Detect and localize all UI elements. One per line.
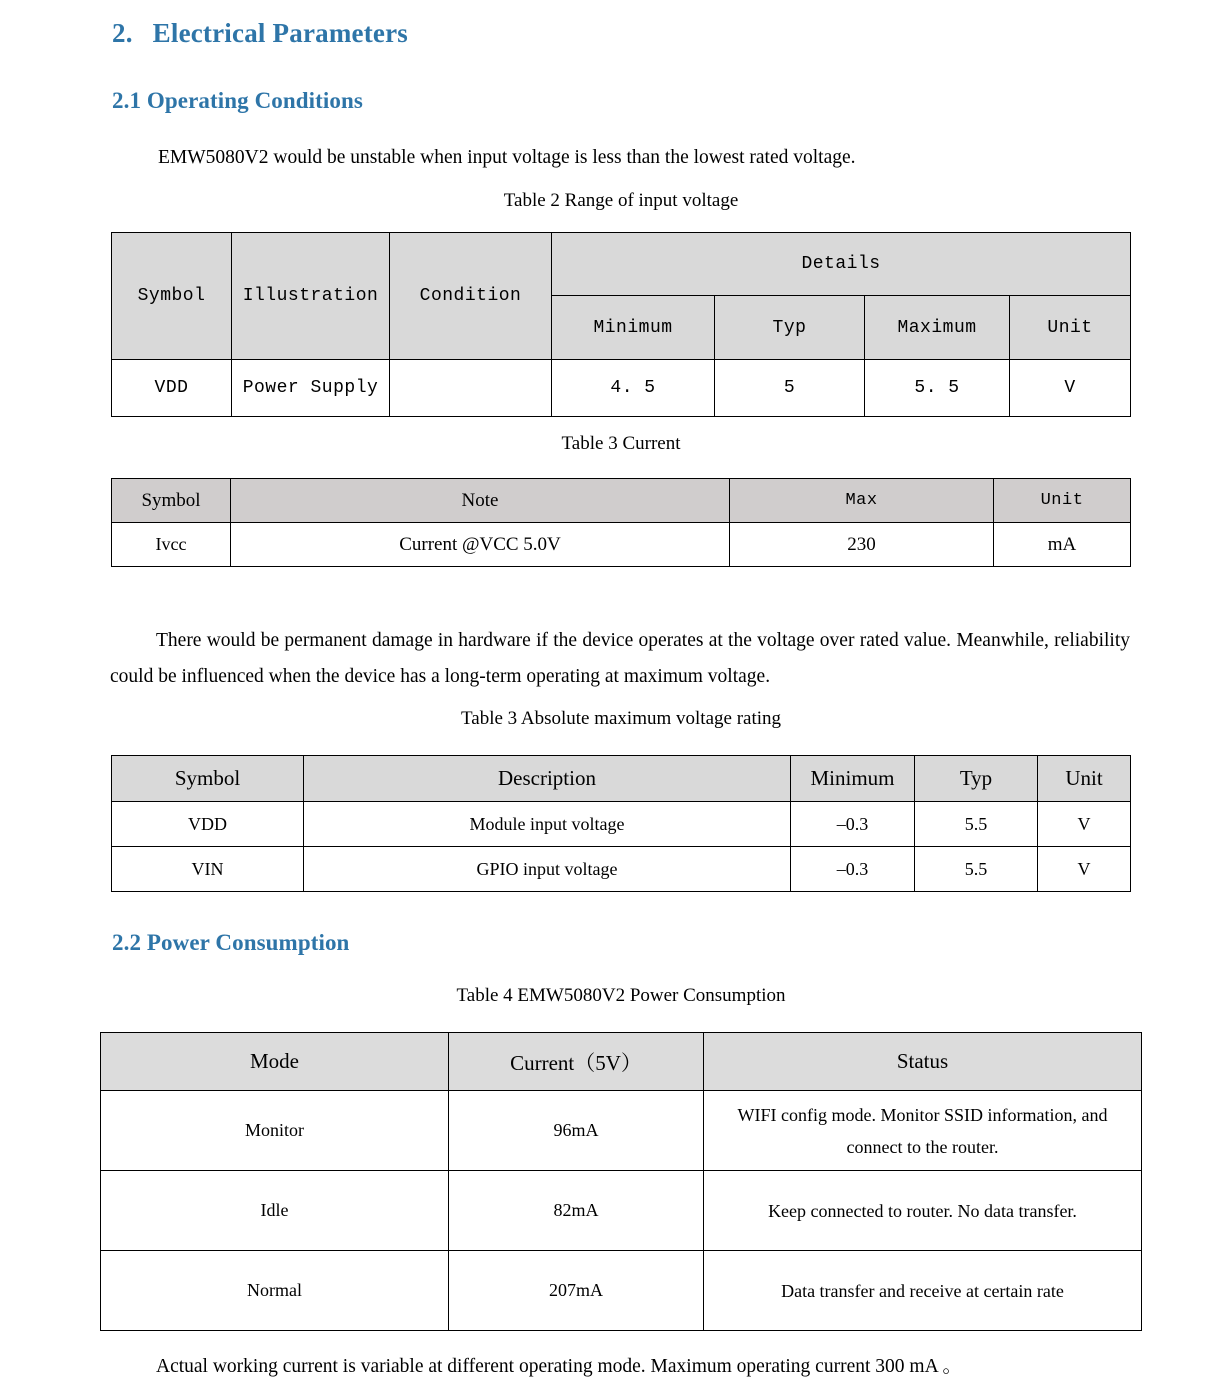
cell-current: 82mA <box>449 1171 704 1251</box>
paragraph-damage-note: There would be permanent damage in hardware if the device operates at the voltage over rated value. Meanwhile, reliability could be influenced when the device has a long-term operating at maximum voltage. <box>110 630 1130 687</box>
table-absolute-maximum-voltage-rating <box>111 755 1131 892</box>
cell-unit: V <box>1010 360 1131 417</box>
header-illustration: Illustration <box>232 233 390 360</box>
caption-table-3-current: Table 3 Current <box>561 433 681 454</box>
cell-unit: mA <box>994 523 1131 567</box>
table-row-header <box>101 1033 1142 1091</box>
table-range-of-input-voltage <box>111 232 1131 417</box>
paragraph-footer-note: Actual working current is variable at different operating mode. Maximum operating current 300 mA 。 <box>156 1356 962 1377</box>
table-row <box>101 1091 1142 1171</box>
header-minimum: Minimum <box>791 756 915 802</box>
section-title: Electrical Parameters <box>152 18 408 48</box>
subsection-heading-2-2: 2.2 Power Consumption <box>112 930 350 955</box>
header-condition: Condition <box>390 233 552 360</box>
cell-description: Module input voltage <box>304 802 791 847</box>
table-row <box>112 360 1131 417</box>
cell-mode: Normal <box>101 1251 449 1331</box>
header-details-group: Details <box>552 233 1131 296</box>
section-heading-2 <box>112 18 408 49</box>
header-status: Status <box>704 1033 1142 1091</box>
header-maximum: Maximum <box>865 296 1010 360</box>
cell-status: WIFI config mode. Monitor SSID information, and connect to the router. <box>704 1091 1142 1171</box>
cell-typ: 5 <box>715 360 865 417</box>
table-power-consumption <box>100 1032 1142 1331</box>
header-unit: Unit <box>1010 296 1131 360</box>
cell-condition <box>390 360 552 417</box>
subsection-heading-2-1: 2.1 Operating Conditions <box>112 88 363 113</box>
cell-symbol: VIN <box>112 847 304 892</box>
table-row <box>101 1171 1142 1251</box>
header-typ: Typ <box>915 756 1038 802</box>
header-mode: Mode <box>101 1033 449 1091</box>
cell-status: Keep connected to router. No data transfer. <box>704 1171 1142 1251</box>
table-row-header-group <box>112 233 1131 296</box>
cell-unit: V <box>1038 802 1131 847</box>
header-max: Max <box>730 479 994 523</box>
caption-table-2: Table 2 Range of input voltage <box>503 190 739 211</box>
header-symbol: Symbol <box>112 756 304 802</box>
header-description: Description <box>304 756 791 802</box>
cell-symbol: Ivcc <box>112 523 231 567</box>
cell-typ: 5.5 <box>915 847 1038 892</box>
cell-symbol: VDD <box>112 802 304 847</box>
cell-current: 96mA <box>449 1091 704 1171</box>
table-row <box>112 847 1131 892</box>
table-row-header <box>112 479 1131 523</box>
cell-symbol: VDD <box>112 360 232 417</box>
cell-minimum: –0.3 <box>791 802 915 847</box>
table-row <box>112 802 1131 847</box>
header-note: Note <box>231 479 730 523</box>
table-row <box>101 1251 1142 1331</box>
cell-mode: Monitor <box>101 1091 449 1171</box>
paragraph-intro: EMW5080V2 would be unstable when input voltage is less than the lowest rated voltage. <box>158 147 856 168</box>
table-current <box>111 478 1131 567</box>
header-unit: Unit <box>1038 756 1131 802</box>
header-symbol: Symbol <box>112 233 232 360</box>
header-typ: Typ <box>715 296 865 360</box>
cell-max: 230 <box>730 523 994 567</box>
header-minimum: Minimum <box>552 296 715 360</box>
caption-table-3-absolute: Table 3 Absolute maximum voltage rating <box>460 708 782 729</box>
cell-mode: Idle <box>101 1171 449 1251</box>
table-row <box>112 523 1131 567</box>
header-symbol: Symbol <box>112 479 231 523</box>
cell-description: GPIO input voltage <box>304 847 791 892</box>
cell-unit: V <box>1038 847 1131 892</box>
cell-status: Data transfer and receive at certain rate <box>704 1251 1142 1331</box>
cell-illustration: Power Supply <box>232 360 390 417</box>
cell-maximum: 5. 5 <box>865 360 1010 417</box>
cell-typ: 5.5 <box>915 802 1038 847</box>
caption-table-4: Table 4 EMW5080V2 Power Consumption <box>456 985 786 1006</box>
header-current: Current（5V） <box>449 1033 704 1091</box>
cell-current: 207mA <box>449 1251 704 1331</box>
section-number: 2. <box>112 18 133 48</box>
cell-note: Current @VCC 5.0V <box>231 523 730 567</box>
table-row-header <box>112 756 1131 802</box>
cell-minimum: –0.3 <box>791 847 915 892</box>
cell-minimum: 4. 5 <box>552 360 715 417</box>
header-unit: Unit <box>994 479 1131 523</box>
